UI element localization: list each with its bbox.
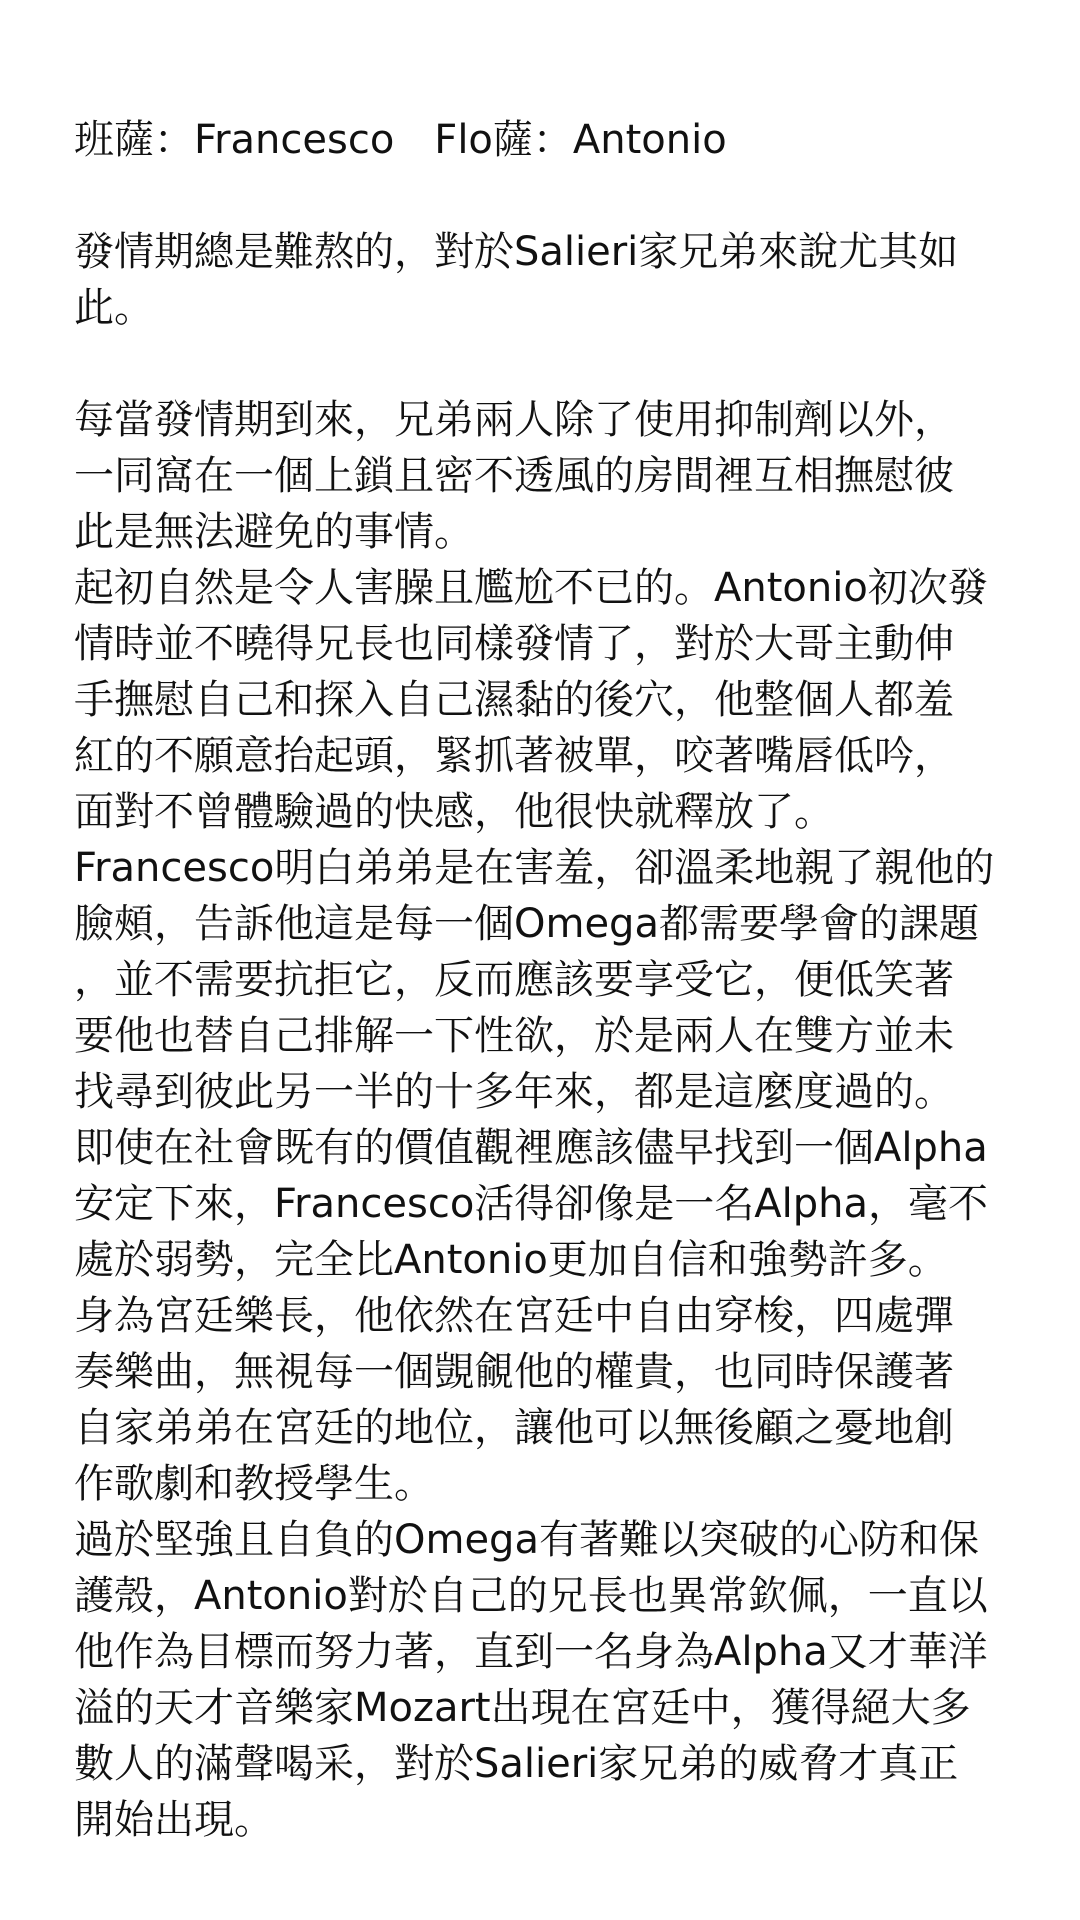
text-line: 數人的滿聲喝采，對於Salieri家兄弟的威脅才真正 <box>74 1741 959 1787</box>
text-line: 此是無法避免的事情。 <box>74 509 474 555</box>
paragraph-gap <box>74 336 1034 392</box>
text-line: 面對不曾體驗過的快感，他很快就釋放了。 <box>74 789 834 835</box>
text-line: 此。 <box>74 285 154 331</box>
text-line: 情時並不曉得兄長也同樣發情了，對於大哥主動伸 <box>74 621 954 667</box>
text-line: 發情期總是難熬的，對於Salieri家兄弟來說尤其如 <box>74 229 959 275</box>
text-line: 護殼，Antonio對於自己的兄長也異常欽佩，一直以 <box>74 1573 988 1619</box>
text-line: Francesco明白弟弟是在害羞，卻溫柔地親了親他的 <box>74 845 995 891</box>
text-line: 找尋到彼此另一半的十多年來，都是這麼度過的。 <box>74 1069 954 1115</box>
text-line: 每當發情期到來，兄弟兩人除了使用抑制劑以外， <box>74 397 954 443</box>
text-line: 奏樂曲，無視每一個覬覦他的權貴，也同時保護著 <box>74 1349 954 1395</box>
text-line: 要他也替自己排解一下性欲，於是兩人在雙方並未 <box>74 1013 954 1059</box>
text-line: 一同窩在一個上鎖且密不透風的房間裡互相撫慰彼 <box>74 453 954 499</box>
paragraph-gap <box>74 168 1034 224</box>
text-line: 紅的不願意抬起頭，緊抓著被單，咬著嘴唇低吟， <box>74 733 954 779</box>
text-line: 起初自然是令人害臊且尷尬不已的。Antonio初次發 <box>74 565 988 611</box>
text-line: 作歌劇和教授學生。 <box>74 1461 434 1507</box>
intro-paragraph <box>74 224 1034 336</box>
text-line: 溢的天才音樂家Mozart出現在宮廷中，獲得絕大多 <box>74 1685 971 1731</box>
text-line: 他作為目標而努力著，直到一名身為Alpha又才華洋 <box>74 1629 988 1675</box>
text-line: 身為宮廷樂長，他依然在宮廷中自由穿梭，四處彈 <box>74 1293 954 1339</box>
character-header: 班薩：Francesco Flo薩：Antonio <box>74 117 727 163</box>
document-body <box>74 112 1034 1848</box>
text-line: 臉頰，告訴他這是每一個Omega都需要學會的課題 <box>74 901 979 947</box>
text-line: 處於弱勢，完全比Antonio更加自信和強勢許多。 <box>74 1237 948 1283</box>
story-paragraph <box>74 392 1034 1848</box>
text-line: 即使在社會既有的價值觀裡應該儘早找到一個Alpha <box>74 1125 988 1171</box>
text-line: 開始出現。 <box>74 1797 274 1843</box>
text-line: 自家弟弟在宮廷的地位，讓他可以無後顧之憂地創 <box>74 1405 954 1451</box>
text-line: 手撫慰自己和探入自己濕黏的後穴，他整個人都羞 <box>74 677 954 723</box>
text-line: 過於堅強且自負的Omega有著難以突破的心防和保 <box>74 1517 979 1563</box>
text-line: ，並不需要抗拒它，反而應該要享受它，便低笑著 <box>74 957 954 1003</box>
text-line: 安定下來，Francesco活得卻像是一名Alpha，毫不 <box>74 1181 989 1227</box>
